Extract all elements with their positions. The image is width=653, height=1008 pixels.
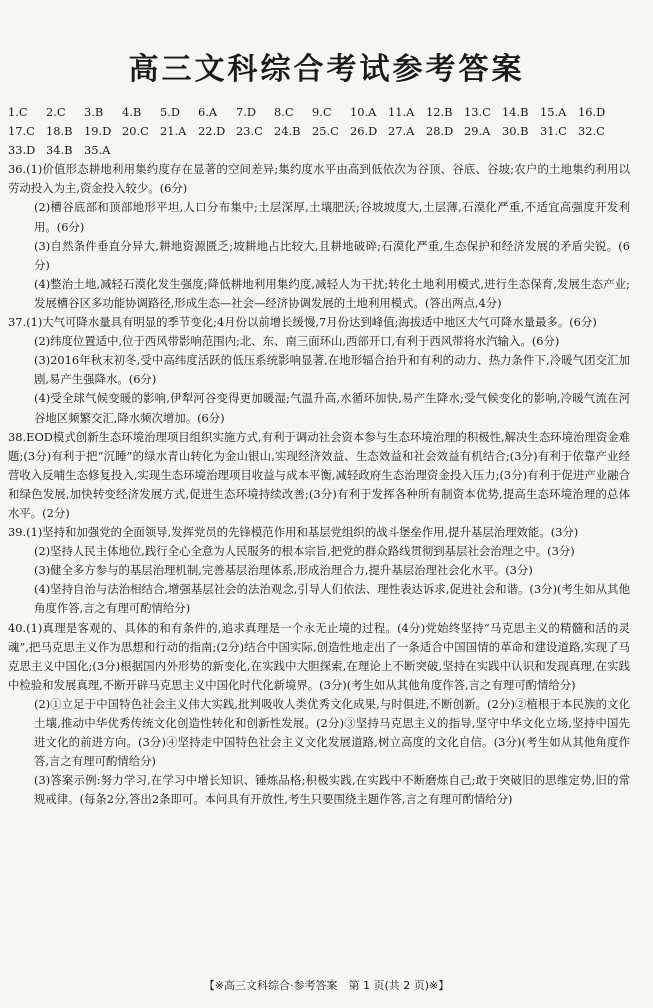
choice-answer: 18.B <box>46 124 73 139</box>
answers-content <box>8 103 630 809</box>
choice-answer: 1.C <box>8 105 28 119</box>
answer-paragraph: (1)大气可降水量具有明显的季节变化;4月份以前增长缓慢,7月份达到峰值;海拔适中地区大气可降水量最多。(6分) <box>26 315 597 330</box>
choice-answer: 8.C <box>274 105 294 119</box>
answer-paragraph: (3)答案示例:努力学习,在学习中增长知识、锤炼品格;积极实践,在实践中不断磨炼自己;敢于突破旧的思维定势,旧的常规戒律。(每条2分,答出2条即可。本问具有开放性,考生只要围绕主题作答,言之有理可酌情给分) <box>34 773 630 807</box>
choice-answer: 25.C <box>312 124 339 139</box>
choice-answer: 29.A <box>464 124 491 139</box>
choice-answer: 2.C <box>46 105 66 119</box>
question-number: 37. <box>8 315 27 330</box>
choice-answer: 16.D <box>578 105 606 119</box>
choice-answer: 10.A <box>350 105 377 119</box>
choice-answer: 31.C <box>540 124 567 139</box>
question-number: 39. <box>8 525 27 540</box>
answer-paragraph: (4)整治土地,减轻石漠化发生强度;降低耕地利用集约度,减轻人为干扰;转化土地利用模式,进行生态保育,发展生态产业;发展槽谷区多功能协调路径,形成生态—社会—经济协调发展的土地利用模式。(答出两点,4分) <box>34 276 630 310</box>
choice-answer: 11.A <box>388 105 415 119</box>
choice-answer: 13.C <box>464 105 491 119</box>
answer-paragraph: (2)①立足于中国特色社会主义伟大实践,批判吸收人类优秀文化成果,与时俱进,不断创新。(2分)②植根于本民族的文化土壤,推动中华优秀传统文化创造性转化和创新性发展。(2分)③坚持马克思主义的指导,坚守中华文化立场,坚持中国先进文化的前进方向。(3分)④坚持走中国特色社会主义文化发展道路,树立高度的文化自信。(3分)(考生如从其他角度作答,言之有理可酌情给分) <box>34 696 630 769</box>
question-number: 36. <box>8 162 27 177</box>
choice-answer: 12.B <box>426 105 453 119</box>
answer-paragraph: (3)健全多方参与的基层治理机制,完善基层治理体系,形成治理合力,提升基层治理社会化水平。(3分) <box>34 563 533 578</box>
choice-answer: 20.C <box>122 124 149 139</box>
choice-answer: 4.B <box>122 105 142 119</box>
choice-answer: 21.A <box>160 124 187 139</box>
choice-answer: 30.B <box>502 124 529 139</box>
answer-paragraph: (4)坚持自治与法治相结合,增强基层社会的法治观念,引导人们依法、理性表达诉求,促进社会和谐。(3分)(考生如从其他角度作答,言之有理可酌情给分) <box>34 582 630 616</box>
answer-paragraph: (2)纬度位置适中,位于西风带影响范围内;北、东、南三面环山,西部开口,有利于西风带将水汽输入。(6分) <box>34 334 560 349</box>
choice-answer: 35.A <box>84 143 111 158</box>
choice-answer: 22.D <box>198 124 226 139</box>
choice-answer: 3.B <box>84 105 104 119</box>
answer-paragraph: (2)槽谷底部和顶部地形平坦,人口分布集中;土层深厚,土壤肥沃;谷坡坡度大,土层薄,石漠化严重,不适宜高强度开发利用。(6分) <box>34 200 630 234</box>
choice-answer: 5.D <box>160 105 181 119</box>
question-number: 38. <box>8 429 27 444</box>
choice-answer: 26.D <box>350 124 378 139</box>
choice-answer: 9.C <box>312 105 332 119</box>
choice-answer: 14.B <box>502 105 529 119</box>
question-number: 40. <box>8 620 27 635</box>
question-40 <box>8 619 630 695</box>
answer-paragraph: (4)受全球气候变暖的影响,伊犁河谷变得更加暖湿;气温升高,水循环加快,易产生降水;受气候变化的影响,冷暖气流在河谷地区频繁交汇,降水频次增加。(6分) <box>34 391 630 425</box>
choice-answer: 28.D <box>426 124 454 139</box>
choice-answer: 33.D <box>8 143 36 158</box>
question-39 <box>8 523 630 542</box>
choice-answer: 17.C <box>8 124 35 139</box>
answer-paragraph: (3)2016年秋末初冬,受中高纬度活跃的低压系统影响显著,在地形辐合抬升和有利的动力、热力条件下,冷暖气团交汇加剧,易产生强降水。(6分) <box>34 353 630 387</box>
multiple-choice-answers <box>8 103 630 160</box>
page-title: 高三文科综合考试参考答案 <box>128 52 525 87</box>
answer-paragraph: (1)价值形态耕地利用集约度存在显著的空间差异;集约度水平由高到低依次为谷顶、谷底、谷坡;农户的土地集约利用以劳动投入为主,资金投入较少。(6分) <box>8 162 630 196</box>
choice-answer: 34.B <box>46 143 73 158</box>
answer-paragraph: (1)真理是客观的、具体的和有条件的,追求真理是一个永无止境的过程。(4分)党始终坚持“马克思主义的精髓和活的灵魂”,把马克思主义作为思想和行动的指南;(2分)结合中国实际,创造性地走出了一条适合中国国情的革命和建设道路,实现了马克思主义中国化;(3分)根据国内外形势的新变化,在实践中大胆探索,在理论上不断突破,坚持在实践中认识和发现真理,在实践中检验和发展真理,不断开辟马克思主义中国化时代化新境界。(3分)(考生如从其他角度作答,言之有理可酌情给分) <box>8 620 630 692</box>
choice-answer: 7.D <box>236 105 257 119</box>
choice-answer: 6.A <box>198 105 218 119</box>
page-footer: 【※高三文科综合·参考答案 第 1 页(共 2 页)※】 <box>203 979 450 992</box>
choice-answer: 24.B <box>274 124 301 139</box>
question-38 <box>8 428 630 523</box>
answer-paragraph: EOD模式创新生态环境治理项目组织实施方式,有利于调动社会资本参与生态环境治理的积极性,解决生态环境治理资金难题;(3分)有利于把“沉睡”的绿水青山转化为金山银山,实现经济效益、生态效益和社会效益有机结合;(3分)有利于依靠产业经营收入反哺生态修复投入,实现生态环境治理项目收益与成本平衡,减轻政府生态治理资金投入压力;(3分)有利于促进产业融合和绿色发展,加快转变经济发展方式,促进生态环境持续改善;(3分)有利于发挥各种所有制资本优势,提高生态环境治理的总体水平。(2分) <box>8 429 630 520</box>
choice-answer: 27.A <box>388 124 415 139</box>
question-36 <box>8 160 630 198</box>
choice-answer: 15.A <box>540 105 567 119</box>
answer-paragraph: (1)坚持和加强党的全面领导,发挥党员的先锋模范作用和基层党组织的战斗堡垒作用,提升基层治理效能。(3分) <box>26 525 579 540</box>
choice-answer: 23.C <box>236 124 263 139</box>
choice-answer: 19.D <box>84 124 112 139</box>
question-37 <box>8 313 630 332</box>
answer-paragraph: (3)自然条件垂直分异大,耕地资源匮乏;坡耕地占比较大,且耕地破碎;石漠化严重,生态保护和经济发展的矛盾尖锐。(6分) <box>34 238 630 272</box>
answer-paragraph: (2)坚持人民主体地位,践行全心全意为人民服务的根本宗旨,把党的群众路线贯彻到基层社会治理之中。(3分) <box>34 544 575 559</box>
choice-answer: 32.C <box>578 124 605 139</box>
